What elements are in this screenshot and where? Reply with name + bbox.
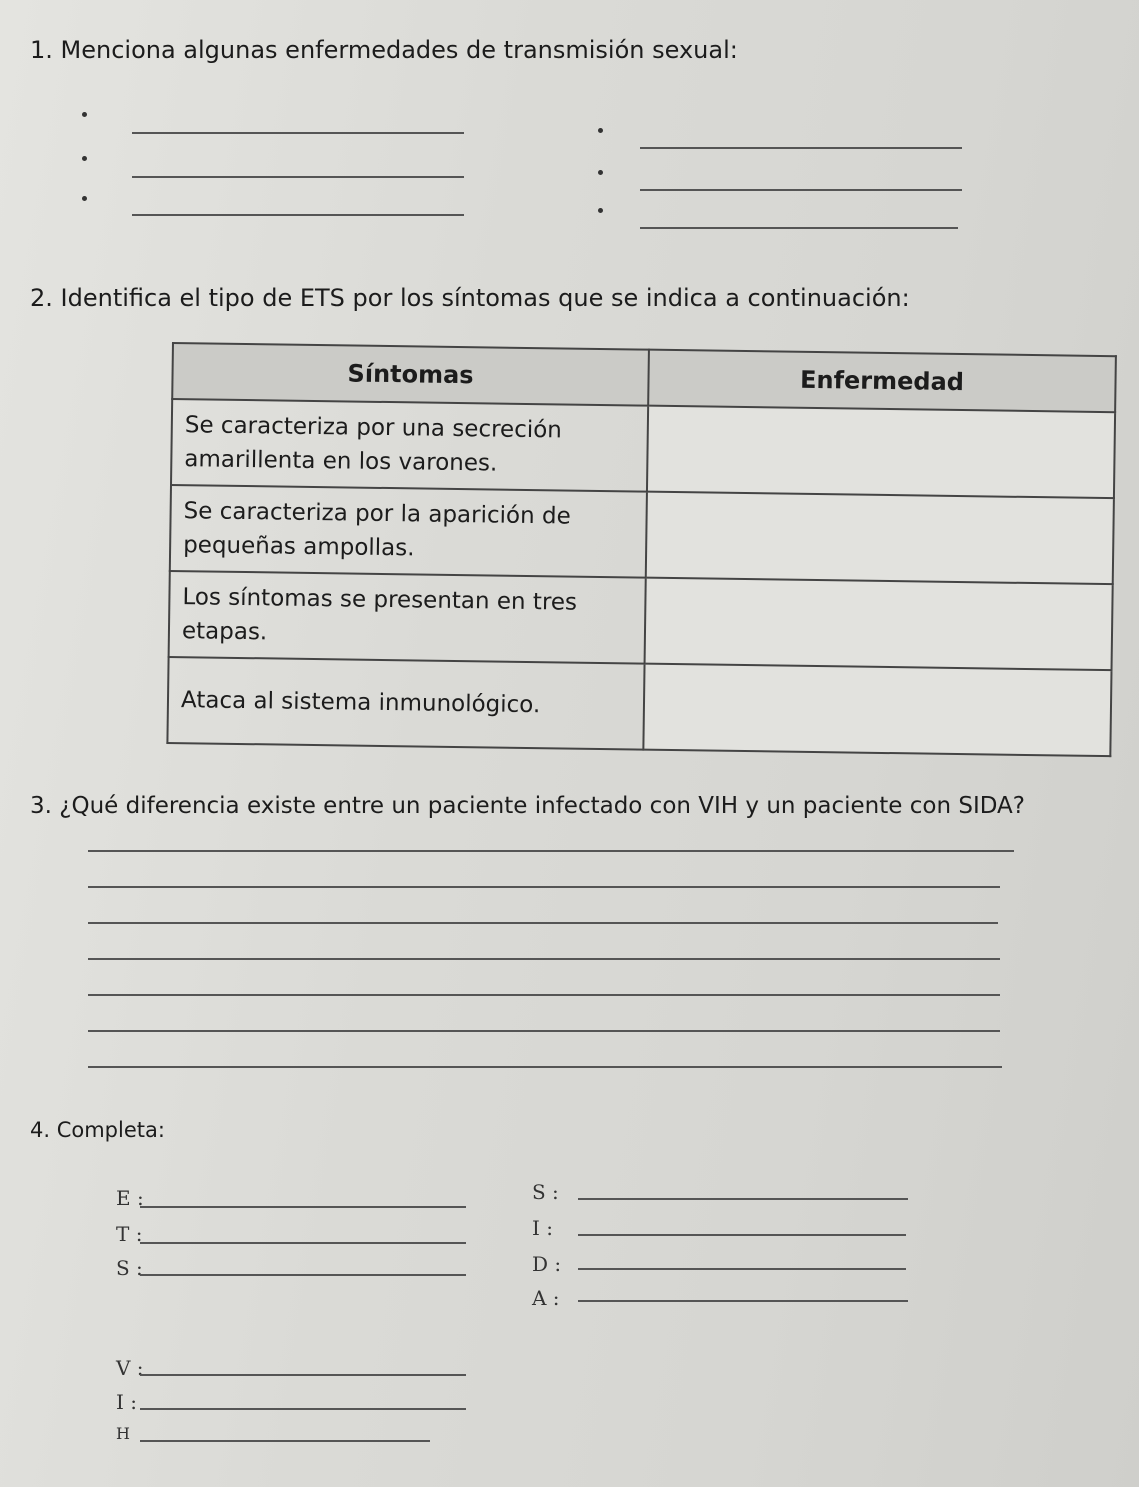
answer-line[interactable] (88, 994, 1000, 996)
answer-line[interactable] (88, 1066, 1002, 1068)
answer-line[interactable] (132, 214, 464, 216)
symptom-cell: Se caracteriza por una secreción amarillenta en los varones. (171, 399, 648, 492)
answer-line[interactable] (132, 176, 464, 178)
letter-label: S : (532, 1180, 559, 1204)
letter-label: E : (116, 1186, 144, 1210)
question-3: 3. ¿Qué diferencia existe entre un paciente infectado con VIH y un paciente con SIDA? (30, 793, 1025, 819)
letter-label: H (116, 1424, 130, 1443)
disease-answer-cell[interactable] (645, 578, 1113, 671)
table-row (170, 485, 1114, 584)
letter-label: A : (532, 1286, 560, 1310)
question-4: 4. Completa: (30, 1118, 165, 1142)
answer-line[interactable] (88, 922, 998, 924)
disease-answer-cell[interactable] (647, 406, 1115, 499)
symptom-cell: Se caracteriza por la aparición de pequeñas ampollas. (170, 485, 647, 578)
answer-line[interactable] (88, 958, 1000, 960)
table-row (167, 657, 1111, 756)
symptom-cell: Ataca al sistema inmunológico. (167, 657, 644, 750)
answer-line[interactable] (578, 1234, 906, 1236)
answer-line[interactable] (140, 1374, 466, 1376)
disease-answer-cell[interactable] (646, 492, 1114, 585)
answer-line[interactable] (140, 1440, 430, 1442)
bullet (598, 128, 603, 133)
letter-label: D : (532, 1252, 562, 1276)
answer-line[interactable] (640, 227, 958, 229)
answer-line[interactable] (88, 850, 1014, 852)
answer-line[interactable] (88, 1030, 1000, 1032)
letter-label: V : (116, 1356, 144, 1380)
answer-line[interactable] (140, 1242, 466, 1244)
bullet (82, 112, 87, 117)
answer-line[interactable] (578, 1300, 908, 1302)
letter-label: I : (532, 1216, 553, 1240)
question-2: 2. Identifica el tipo de ETS por los síntomas que se indica a continuación: (30, 284, 910, 312)
answer-line[interactable] (140, 1206, 466, 1208)
answer-line[interactable] (88, 886, 1000, 888)
answer-line[interactable] (578, 1268, 906, 1270)
answer-line[interactable] (640, 189, 962, 191)
symptoms-table (166, 342, 1117, 757)
answer-line[interactable] (140, 1274, 466, 1276)
bullet (82, 196, 87, 201)
letter-label: S : (116, 1256, 143, 1280)
symptom-cell: Los síntomas se presentan en tres etapas. (169, 571, 646, 664)
answer-line[interactable] (132, 132, 464, 134)
header-disease: Enfermedad (648, 350, 1116, 413)
table-row (171, 399, 1115, 498)
letter-label: I : (116, 1390, 137, 1414)
header-symptoms: Síntomas (172, 343, 649, 406)
table-row (169, 571, 1113, 670)
disease-answer-cell[interactable] (643, 664, 1111, 757)
answer-line[interactable] (578, 1198, 908, 1200)
answer-line[interactable] (140, 1408, 466, 1410)
letter-label: T : (116, 1222, 143, 1246)
bullet (598, 170, 603, 175)
answer-line[interactable] (640, 147, 962, 149)
bullet (82, 156, 87, 161)
bullet (598, 208, 603, 213)
question-1: 1. Menciona algunas enfermedades de transmisión sexual: (30, 36, 738, 64)
